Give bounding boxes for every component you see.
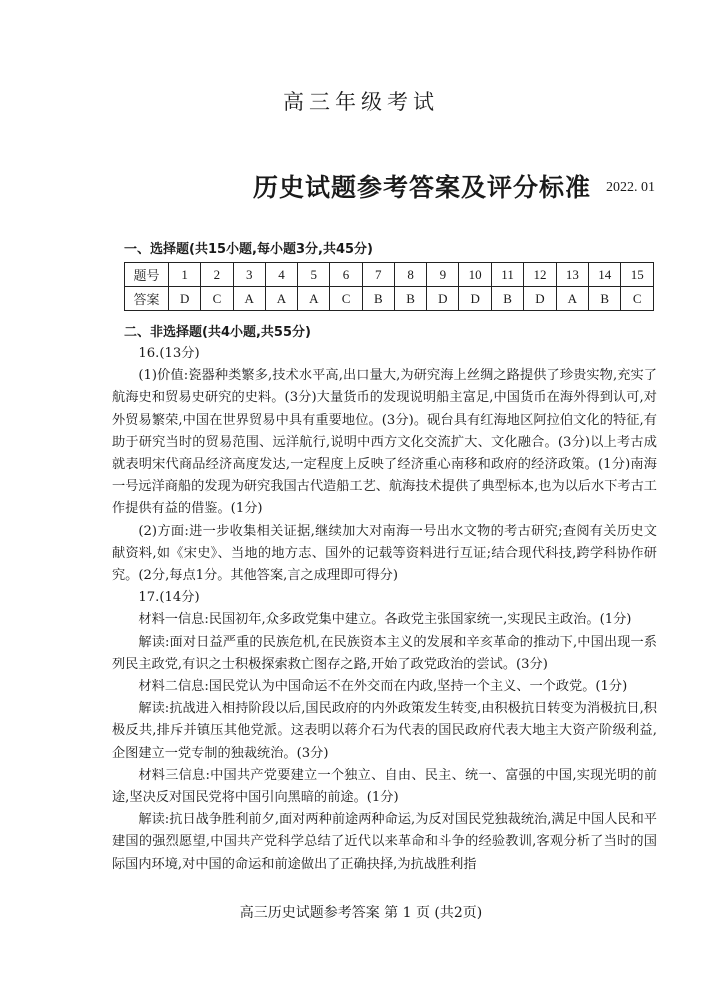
answer-cell: A <box>298 287 330 311</box>
question-number: 6 <box>330 263 362 287</box>
question-number: 11 <box>491 263 523 287</box>
answer-cell: B <box>491 287 523 311</box>
q17-material3-analysis: 解读:抗日战争胜利前夕,面对两种前途两种命运,为反对国民党独裁统治,满足中国人民和平建国的强烈愿望,中国共产党科学总结了近代以来革命和斗争的经验教训,客观分析了当时的国际国内环境,对中国的命运和前途做出了正确抉择,为抗战胜利指 <box>112 812 657 872</box>
q17-material3-info: 材料三信息:中国共产党要建立一个独立、自由、民主、统一、富强的中国,实现光明的前途,坚决反对国民党将中国引向黑暗的前途。(1分) <box>112 767 657 806</box>
q17-material1-analysis: 解读:面对日益严重的民族危机,在民族资本主义的发展和辛亥革命的推动下,中国出现一系列民主政党,有识之士积极探索救亡图存之路,开始了政党政治的尝试。(3分) <box>112 634 657 672</box>
question-number: 2 <box>201 263 233 287</box>
question-16-heading: 16.(13分) <box>138 346 200 361</box>
question-number: 15 <box>621 263 654 287</box>
answer-cell: A <box>265 287 297 311</box>
answer-cell: D <box>524 287 556 311</box>
question-number-row <box>125 263 654 287</box>
answer-table <box>124 262 654 311</box>
answer-cell: D <box>169 287 201 311</box>
answer-cell: C <box>201 287 233 311</box>
exam-date: 2022. 01 <box>606 180 655 195</box>
question-number: 1 <box>169 263 201 287</box>
page-footer: 高三历史试题参考答案 第 1 页 (共2页) <box>239 905 483 921</box>
answer-cell: D <box>427 287 459 311</box>
main-title: 历史试题参考答案及评分标准 <box>253 173 592 202</box>
answer-cell: D <box>459 287 491 311</box>
question-number: 9 <box>427 263 459 287</box>
answer-row <box>125 287 654 311</box>
question-number: 14 <box>589 263 621 287</box>
question-row-label: 题号 <box>125 263 169 287</box>
answer-cell: C <box>621 287 654 311</box>
question-number: 7 <box>362 263 394 287</box>
section2-heading: 二、非选择题(共4小题,共55分) <box>124 325 311 340</box>
answer-cell: B <box>394 287 426 311</box>
answer-body <box>112 343 657 876</box>
question-number: 12 <box>524 263 556 287</box>
question-number: 5 <box>298 263 330 287</box>
question-17-heading: 17.(14分) <box>138 590 200 606</box>
question-number: 8 <box>394 263 426 287</box>
answer-cell: A <box>556 287 588 311</box>
section1-heading: 一、选择题(共15小题,每小题3分,共45分) <box>124 242 373 257</box>
answer-cell: A <box>233 287 265 311</box>
answer-cell: C <box>330 287 362 311</box>
question-number: 4 <box>265 263 297 287</box>
q16-part1-answer: (1)价值:瓷器种类繁多,技术水平高,出口量大,为研究海上丝绸之路提供了珍贵实物,充实了航海史和贸易史研究的史料。(3分)大量货币的发现说明船主富足,中国货币在海外得到认可,对外贸易繁荣,中国在世界贸易中具有重要地位。(3分)。砚台具有红海地区阿拉伯文化的特征,有助于研究当时的贸易范围、远洋航行,说明中西方文化交流扩大、文化融合。(3分)以上考古成就表明宋代商品经济高度发达,一定程度上反映了经济重心南移和政府的经济政策。(1分)南海一号远洋商船的发现为研究我国古代造船工艺、航海技术提供了典型标本,也为以后水下考古工作提供有益的借鉴。(1分) <box>112 368 657 517</box>
q17-material1-info: 材料一信息:民国初年,众多政党集中建立。各政党主张国家统一,实现民主政治。(1分) <box>138 612 632 628</box>
q16-part2-answer: (2)方面:进一步收集相关证据,继续加大对南海一号出水文物的考古研究;查阅有关历史文献资料,如《宋史》、当地的地方志、国外的记载等资料进行互证;结合现代科技,跨学科协作研究。(2分,每点1分。其他答案,言之成理即可得分) <box>112 523 657 584</box>
question-number: 3 <box>233 263 265 287</box>
answer-cell: B <box>362 287 394 311</box>
question-number: 13 <box>556 263 588 287</box>
exam-title: 高三年级考试 <box>283 90 439 114</box>
q17-material2-analysis: 解读:抗战进入相持阶段以后,国民政府的内外政策发生转变,由积极抗日转变为消极抗日,积极反共,排斥并镇压其他党派。这表明以蒋介石为代表的国民政府代表大地主大资产阶级利益,企图建立一党专制的独裁统治。(3分) <box>112 701 657 761</box>
q17-material2-info: 材料二信息:国民党认为中国命运不在外交而在内政,坚持一个主义、一个政党。(1分) <box>138 679 628 695</box>
answer-row-label: 答案 <box>125 287 169 311</box>
question-number: 10 <box>459 263 491 287</box>
answer-cell: B <box>589 287 621 311</box>
